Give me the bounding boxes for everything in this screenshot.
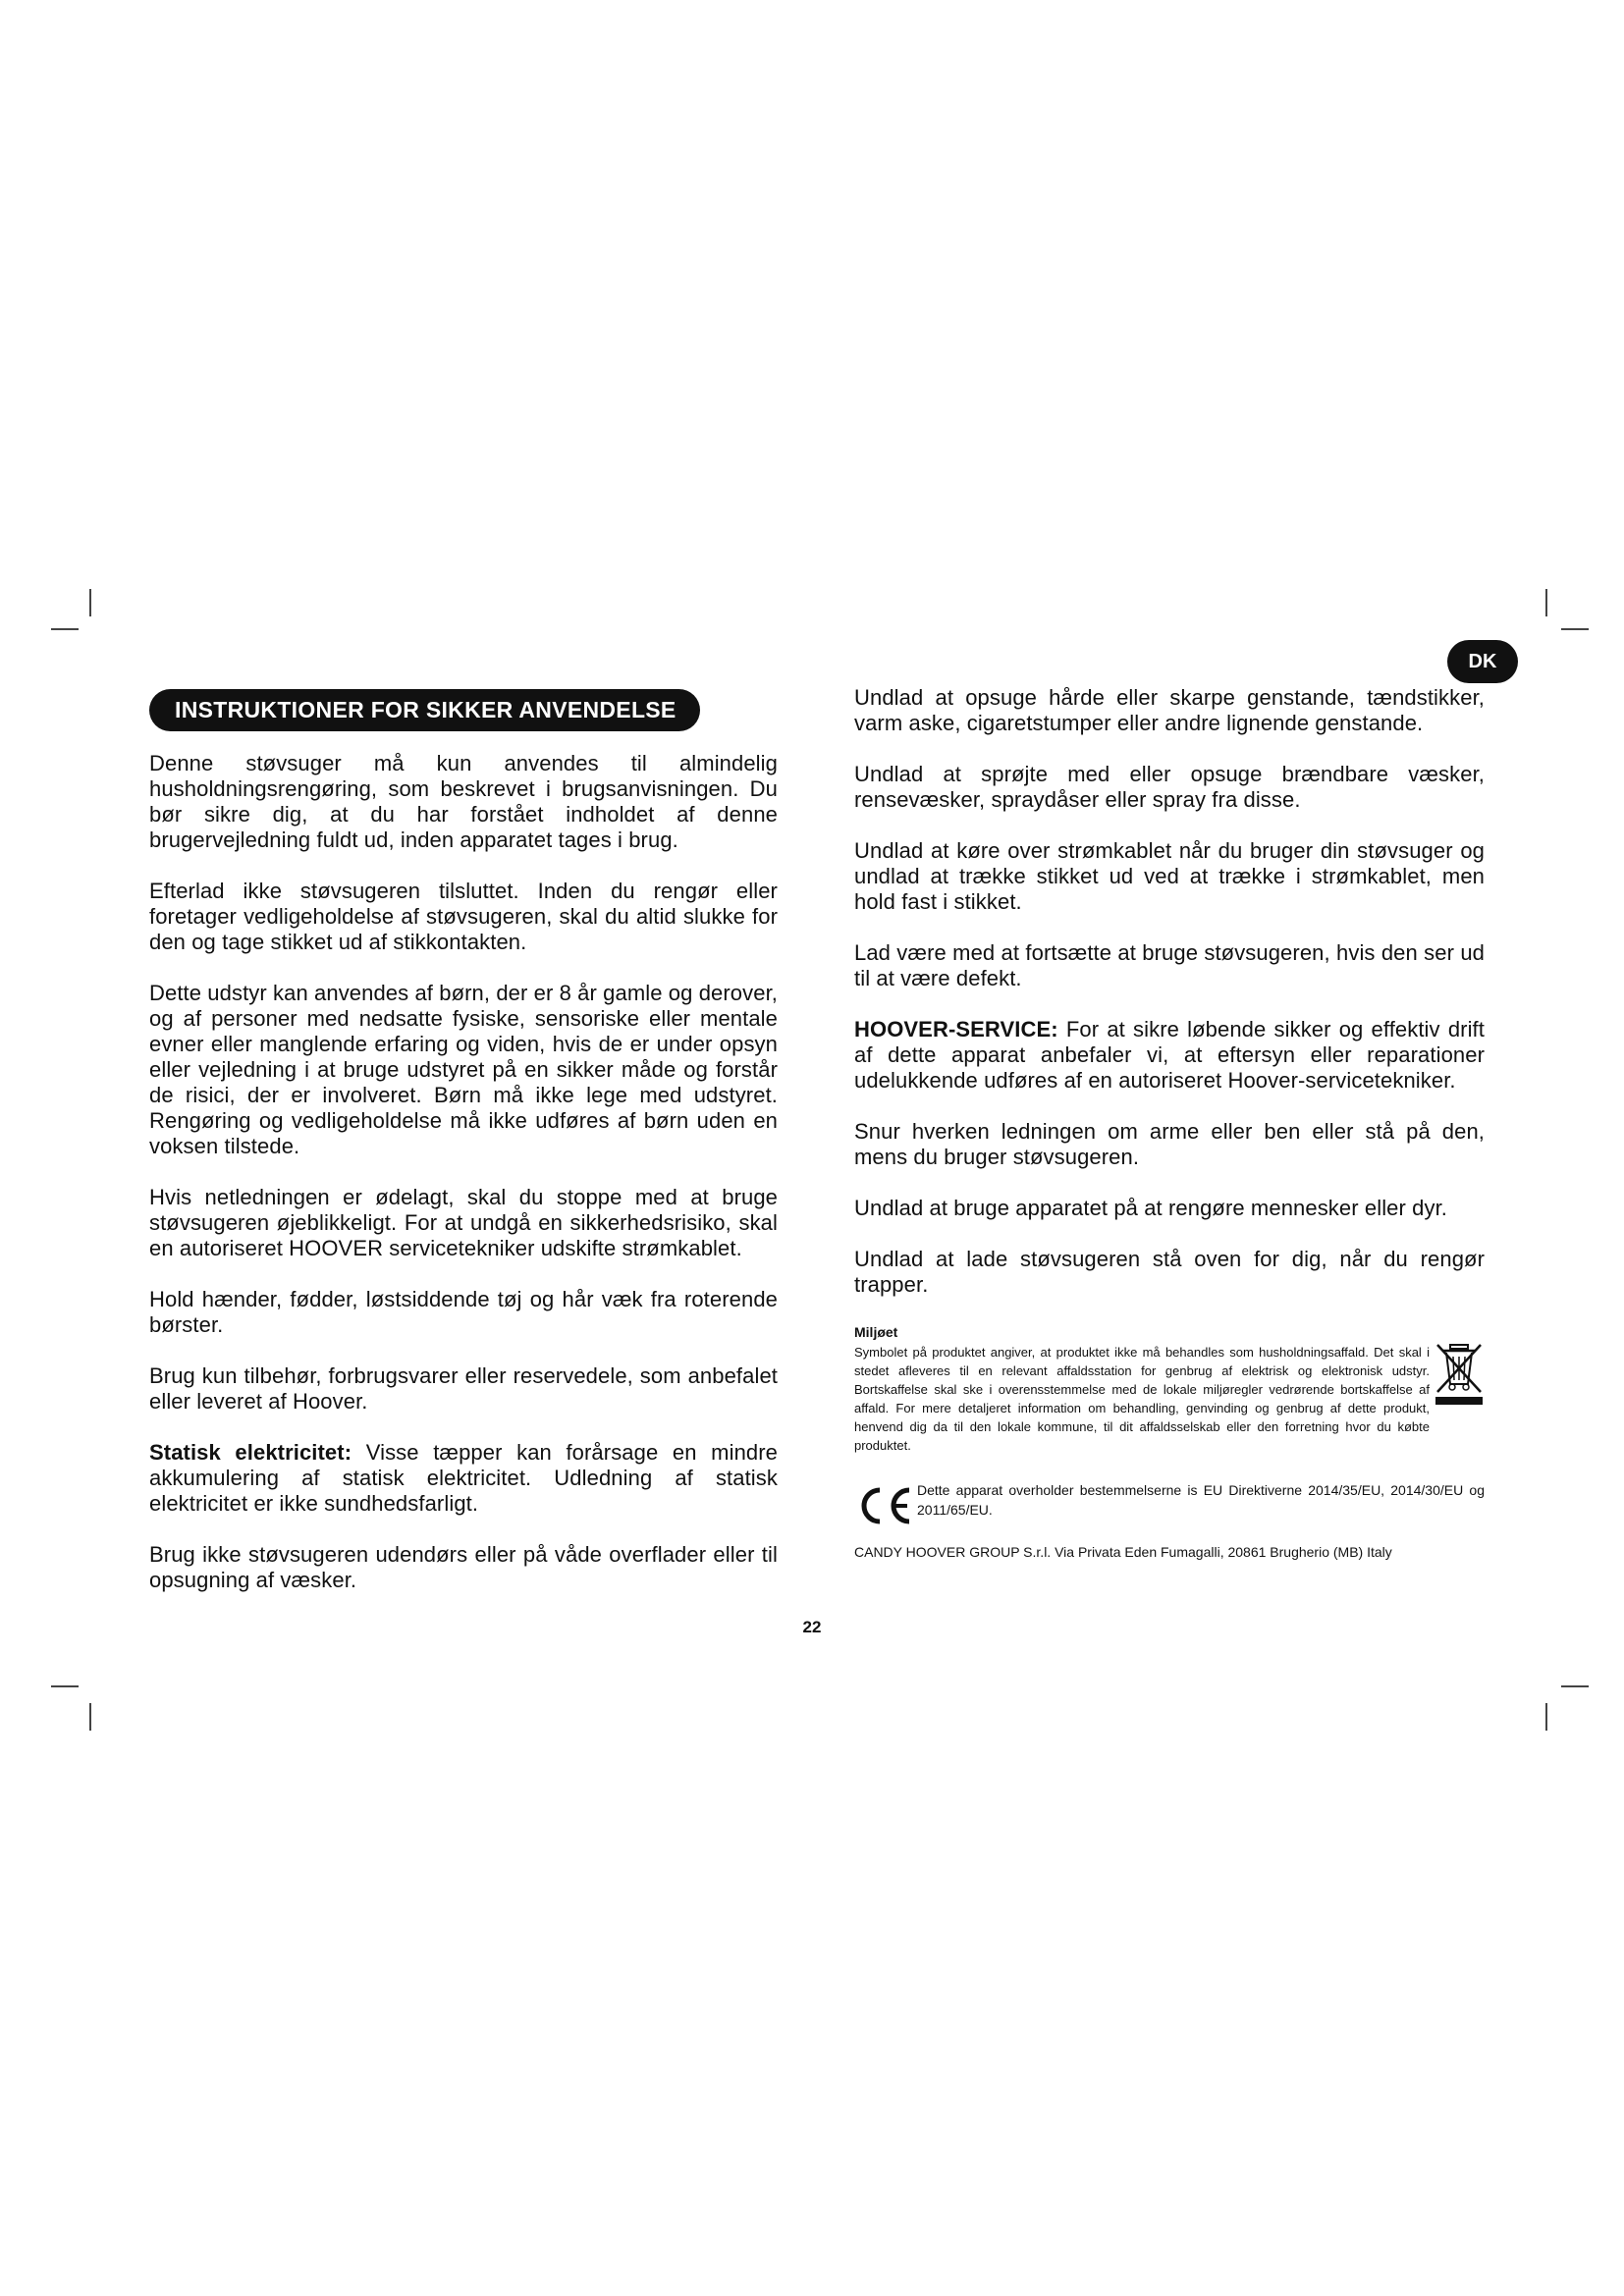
paragraph — [854, 1017, 1485, 1094]
paragraph: Brug kun tilbehør, forbrugsvarer eller reservedele, som anbefalet eller leveret af Hoover. — [149, 1363, 778, 1414]
crop-mark — [1561, 628, 1589, 630]
crop-mark — [1545, 589, 1547, 616]
paragraph: Undlad at bruge apparatet på at rengøre mennesker eller dyr. — [854, 1196, 1448, 1220]
paragraph: Hvis netledningen er ødelagt, skal du stoppe med at bruge støvsugeren øjeblikkeligt. For at undgå en sikkerhedsrisiko, skal en autoriseret HOOVER servicetekniker udskifte strømkablet. — [149, 1185, 778, 1260]
paragraph: Undlad at lade støvsugeren stå oven for dig, når du rengør trapper. — [854, 1247, 1485, 1297]
environment-notice — [854, 1323, 1485, 1455]
crop-mark — [51, 628, 79, 630]
crop-mark — [51, 1685, 79, 1687]
ce-compliance-text: Dette apparat overholder bestemmelserne is EU Direktiverne 2014/35/EU, 2014/30/EU og 2011/65/EU. — [917, 1482, 1485, 1518]
paragraph-heading: HOOVER-SERVICE: — [854, 1017, 1058, 1041]
language-badge: DK — [1447, 640, 1518, 683]
paragraph — [149, 1440, 778, 1517]
crop-mark — [1545, 1703, 1547, 1731]
paragraph: Undlad at køre over strømkablet når du bruger din støvsuger og undlad at trække stikket ud ved at trække i strømkablet, men hold fast i stikket. — [854, 838, 1485, 914]
paragraph: Hold hænder, fødder, løstsiddende tøj og hår væk fra roterende børster. — [149, 1287, 778, 1337]
paragraph: Denne støvsuger må kun anvendes til almindelig husholdningsrengøring, som beskrevet i brugsanvisningen. Du bør sikre dig, at du har forstået indholdet af denne brugervejledning fuldt ud, inden apparatet tages i brug. — [149, 751, 778, 852]
paragraph-text: Visse tæpper kan forårsage en mindre akkumulering af statisk elektricitet. Udledning af statisk elektricitet er ikke sundhedsfarligt. — [149, 1440, 778, 1516]
paragraph-heading: Statisk elektricitet: — [149, 1440, 352, 1465]
page-number: 22 — [802, 1618, 822, 1636]
right-column — [854, 685, 1485, 1561]
paragraph: Efterlad ikke støvsugeren tilsluttet. Inden du rengør eller foretager vedligeholdelse af støvsugeren, skal du altid slukke for den og tage stikket ud af stikkontakten. — [149, 879, 778, 954]
crop-mark — [89, 589, 91, 616]
paragraph-text: For at sikre løbende sikker og effektiv drift af dette apparat anbefaler vi, at eftersyn eller reparationer udelukkende udføres af en autoriseret Hoover-servicetekniker. — [854, 1017, 1485, 1093]
paragraph: Undlad at opsuge hårde eller skarpe genstande, tændstikker, varm aske, cigaretstumper eller andre lignende genstande. — [854, 685, 1485, 735]
paragraph: Lad være med at fortsætte at bruge støvsugeren, hvis den ser ud til at være defekt. — [854, 940, 1485, 990]
environment-title: Miljøet — [854, 1324, 898, 1340]
ce-mark-icon — [854, 1484, 913, 1527]
paragraph: Dette udstyr kan anvendes af børn, der er 8 år gamle og derover, og af personer med nedsatte fysiske, sensoriske eller mentale evner eller manglende erfaring og viden, hvis de er under opsyn eller vejledning i at bruge udstyret på en sikker måde og forstår de risici, der er involveret. Børn må ikke lege med udstyret. Rengøring og vedligeholdelse må ikke udføres af børn uden en voksen tilstede. — [149, 981, 778, 1158]
paragraph: Snur hverken ledningen om arme eller ben eller stå på den, mens du bruger støvsugeren. — [854, 1119, 1485, 1169]
ce-compliance — [854, 1480, 1485, 1525]
crop-mark — [89, 1703, 91, 1731]
section-title: INSTRUKTIONER FOR SIKKER ANVENDELSE — [149, 689, 700, 731]
paragraph: Brug ikke støvsugeren udendørs eller på våde overflader eller til opsugning af væsker. — [149, 1542, 778, 1592]
company-address: CANDY HOOVER GROUP S.r.l. Via Privata Eden Fumagalli, 20861 Brugherio (MB) Italy — [854, 1544, 1392, 1560]
left-column — [149, 689, 778, 1619]
environment-text: Symbolet på produktet angiver, at produktet ikke må behandles som husholdningsaffald. Det skal i stedet afleveres til en relevant affaldsstation for genbrug af elektrisk og elektronisk udstyr. Bortskaffelse skal ske i overensstemmelse med de lokale miljøregler vedrørende bortskaffelse af affald. For mere detaljeret information om behandling, genvinding og genbrug af dette produkt, henvend dig da til den lokale kommune, til dit affaldsselskab eller den forretning hvor du købte produktet. — [854, 1345, 1430, 1453]
paragraph: Undlad at sprøjte med eller opsuge brændbare væsker, rensevæsker, spraydåser eller spray fra disse. — [854, 762, 1485, 812]
weee-crossed-bin-icon — [1434, 1341, 1485, 1406]
crop-mark — [1561, 1685, 1589, 1687]
